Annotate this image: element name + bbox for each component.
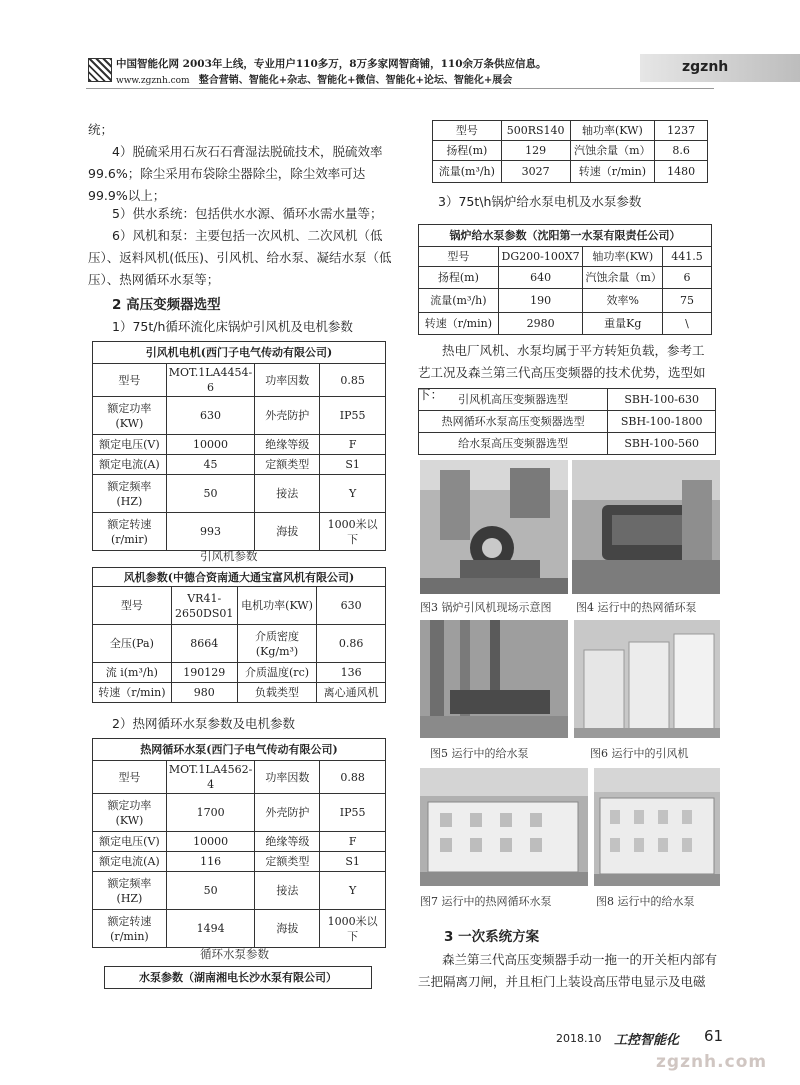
table-cell: 轴功率(KW)	[583, 247, 663, 267]
table-cell: 额定频率(HZ)	[93, 872, 167, 910]
table-cell: 116	[166, 852, 254, 872]
table-caption-pump: 循环水泵参数	[200, 947, 269, 961]
magazine-name: 工控智能化	[614, 1033, 680, 1048]
table-cell: 6	[663, 267, 712, 289]
table-cell: 电机功率(KW)	[237, 587, 317, 625]
table-cell: 离心通风机	[317, 683, 386, 703]
table-title: 引风机电机(西门子电气传动有限公司)	[93, 342, 386, 364]
table-cell: 型号	[93, 587, 172, 625]
table-cell: 1700	[166, 794, 254, 832]
table-cell: 980	[171, 683, 237, 703]
table-cell: MOT.1LA4562-4	[166, 761, 254, 794]
table-cell: 型号	[93, 761, 167, 794]
table-cell: 扬程(m)	[419, 267, 499, 289]
table-cell: 流 i(m³/h)	[93, 663, 172, 683]
table-cell: 441.5	[663, 247, 712, 267]
table-title: 水泵参数（湖南湘电长沙水泵有限公司）	[105, 967, 372, 989]
page-header	[0, 0, 800, 95]
table-cell: 500RS140	[501, 121, 570, 141]
brand-name: zgznh	[682, 59, 729, 75]
table-cell: SBH-100-630	[608, 389, 716, 411]
feedwater-pump-table	[418, 224, 712, 335]
table-cell: 全压(Pa)	[93, 625, 172, 663]
table-cell: F	[320, 832, 386, 852]
table-cell: 额定频率(HZ)	[93, 475, 167, 513]
issue-date: 2018.10	[556, 1032, 602, 1045]
para-5: 5）供水系统：包括供水水源、循环水需水量等；	[112, 206, 383, 221]
table-cell: VR41-2650DS01	[171, 587, 237, 625]
header-divider	[86, 88, 714, 89]
table-cell: S1	[320, 455, 386, 475]
table-cell: 型号	[419, 247, 499, 267]
table-cell: 海拔	[255, 513, 320, 551]
photo-feed-pump	[420, 620, 568, 738]
table-cell: 绝缘等级	[255, 435, 320, 455]
figure-caption-3: 图3 锅炉引风机现场示意图	[420, 601, 552, 614]
table-cell: 630	[166, 397, 254, 435]
subheading-1: 1）75t/h循环流化床锅炉引风机及电机参数	[112, 319, 353, 334]
table-cell: IP55	[320, 397, 386, 435]
table-cell: 额定电压(V)	[93, 435, 167, 455]
table-cell: 外壳防护	[255, 397, 320, 435]
table-cell: 额定功率(KW)	[93, 794, 167, 832]
figure-caption-5: 图5 运行中的给水泵	[430, 747, 529, 760]
photo-feed-pump-inverter	[594, 768, 720, 886]
table-cell: 129	[501, 141, 570, 161]
table-cell: 外壳防护	[255, 794, 320, 832]
table-cell: 50	[166, 475, 254, 513]
table-cell: 扬程(m)	[433, 141, 502, 161]
table-cell: \	[663, 313, 712, 335]
site-logo-icon	[88, 58, 112, 82]
table-cell: 给水泵高压变频器选型	[419, 433, 608, 455]
table-cell: 流量(m³/h)	[433, 161, 502, 183]
table-cell: 10000	[166, 832, 254, 852]
table-cell: 190	[498, 289, 583, 313]
table-title: 锅炉给水泵参数（沈阳第一水泵有限责任公司）	[419, 225, 712, 247]
table-cell: 2980	[498, 313, 583, 335]
table-cell: 10000	[166, 435, 254, 455]
para-6: 6）风机和泵：主要包括一次风机、二次风机（低压）、返料风机(低压)、引风机、给水泵、凝结水泵（低压）、热网循环水泵等；	[88, 228, 392, 287]
table-cell: 热网循环水泵高压变频器选型	[419, 411, 608, 433]
table-cell: 汽蚀余量（m）	[570, 141, 655, 161]
table-cell: 额定功率(KW)	[93, 397, 167, 435]
photo-heat-pump-inverter	[420, 768, 588, 886]
table-title: 风机参数(中德合资南通大通宝富风机有限公司)	[93, 568, 386, 587]
section-heading-2: 2 高压变频器选型	[112, 297, 221, 313]
table-cell: 接法	[255, 475, 320, 513]
figure-caption-4: 图4 运行中的热网循环泵	[576, 601, 697, 614]
subheading-2: 2）热网循环水泵参数及电机参数	[112, 716, 295, 731]
table-cell: 功率因数	[255, 761, 320, 794]
table-cell: 630	[317, 587, 386, 625]
table-cell: 额定电流(A)	[93, 852, 167, 872]
table-cell: Y	[320, 872, 386, 910]
figure-caption-6: 图6 运行中的引风机	[590, 747, 689, 760]
water-pump-params-table	[104, 966, 372, 989]
table-cell: SBH-100-560	[608, 433, 716, 455]
table-cell: F	[320, 435, 386, 455]
table-cell: 绝缘等级	[255, 832, 320, 852]
table-cell: 0.85	[320, 364, 386, 397]
table-cell: 海拔	[255, 910, 320, 948]
table-cell: 额定电压(V)	[93, 832, 167, 852]
table-cell: 介质温度(rc)	[237, 663, 317, 683]
table-cell: 型号	[433, 121, 502, 141]
brand-bar	[640, 54, 800, 82]
table-cell: 转速（r/min)	[570, 161, 655, 183]
watermark: zgznh.com	[656, 1052, 768, 1072]
page-number: 61	[704, 1027, 724, 1045]
table-cell: 定额类型	[255, 455, 320, 475]
table-cell: 转速（r/min)	[419, 313, 499, 335]
figure-caption-7: 图7 运行中的热网循环水泵	[420, 895, 552, 908]
table-cell: 640	[498, 267, 583, 289]
table-cell: 1494	[166, 910, 254, 948]
table-cell: IP55	[320, 794, 386, 832]
system-paragraph: 森兰第三代高压变频器手动一拖一的开关柜内部有三把隔离刀闸，并且柜门上装设高压带电显示及电磁	[418, 952, 718, 989]
table-cell: 效率%	[583, 289, 663, 313]
table-cell: 3027	[501, 161, 570, 183]
fan-motor-table	[92, 341, 386, 551]
table-cell: 流量(m³/h)	[419, 289, 499, 313]
table-cell: 额定转速(r/mir)	[93, 513, 167, 551]
table-cell: DG200-100X7	[498, 247, 583, 267]
para-continued: 统；	[88, 122, 114, 137]
photo-heat-pump	[572, 460, 720, 594]
selection-paragraph: 热电厂风机、水泵均属于平方转矩负载，参考工艺工况及森兰第三代高压变频器的技术优势，选型如下：	[418, 343, 706, 402]
header-slogan: 整合营销、智能化+杂志、智能化+微信、智能化+论坛、智能化+展会	[198, 75, 513, 86]
para-4: 4）脱硫采用石灰石石膏湿法脱硫技术，脱硫效率99.6%；除尘采用布袋除尘器除尘，除尘效率可达99.9%以上；	[88, 144, 383, 203]
table-cell: 接法	[255, 872, 320, 910]
pump-params-table	[432, 120, 708, 183]
table-cell: 1480	[655, 161, 708, 183]
table-title: 热网循环水泵(西门子电气传动有限公司)	[93, 739, 386, 761]
table-cell: 额定电流(A)	[93, 455, 167, 475]
table-cell: 50	[166, 872, 254, 910]
header-subline	[116, 71, 512, 86]
table-cell: 1000米以下	[320, 910, 386, 948]
table-cell: 8664	[171, 625, 237, 663]
table-cell: 重量Kg	[583, 313, 663, 335]
header-intro: 中国智能化网 2003年上线，专业用户110多万，8万多家网智商铺，110余万条供应信息。	[116, 58, 547, 70]
pump-motor-table	[92, 738, 386, 948]
table-cell: 负载类型	[237, 683, 317, 703]
table-cell: 功率因数	[255, 364, 320, 397]
table-cell: 轴功率(KW)	[570, 121, 655, 141]
table-cell: SBH-100-1800	[608, 411, 716, 433]
table-cell: 定额类型	[255, 852, 320, 872]
table-cell: 136	[317, 663, 386, 683]
table-cell: 0.86	[317, 625, 386, 663]
table-cell: Y	[320, 475, 386, 513]
table-cell: 额定转速(r/min)	[93, 910, 167, 948]
fan-params-table	[92, 567, 386, 703]
photo-boiler-fan	[420, 460, 568, 594]
table-cell: 1000米以下	[320, 513, 386, 551]
photo-fan-inverter	[574, 620, 720, 738]
table-cell: 190129	[171, 663, 237, 683]
table-cell: 引风机高压变频器选型	[419, 389, 608, 411]
inverter-selection-table	[418, 388, 716, 455]
figure-caption-8: 图8 运行中的给水泵	[596, 895, 695, 908]
subheading-3: 3）75t\h锅炉给水泵电机及水泵参数	[438, 194, 642, 209]
table-cell: 75	[663, 289, 712, 313]
table-cell: 转速（r/min)	[93, 683, 172, 703]
header-url[interactable]: www.zgznh.com	[116, 76, 190, 86]
table-cell: 介质密度(Kg/m³)	[237, 625, 317, 663]
table-cell: 汽蚀余量（m）	[583, 267, 663, 289]
section-heading-3: 3 一次系统方案	[444, 929, 540, 945]
table-cell: MOT.1LA4454-6	[166, 364, 254, 397]
table-cell: 0.88	[320, 761, 386, 794]
table-cell: 8.6	[655, 141, 708, 161]
table-cell: 型号	[93, 364, 167, 397]
table-cell: 993	[166, 513, 254, 551]
table-cell: 45	[166, 455, 254, 475]
table-cell: S1	[320, 852, 386, 872]
table-caption-fan: 引风机参数	[200, 549, 258, 563]
table-cell: 1237	[655, 121, 708, 141]
